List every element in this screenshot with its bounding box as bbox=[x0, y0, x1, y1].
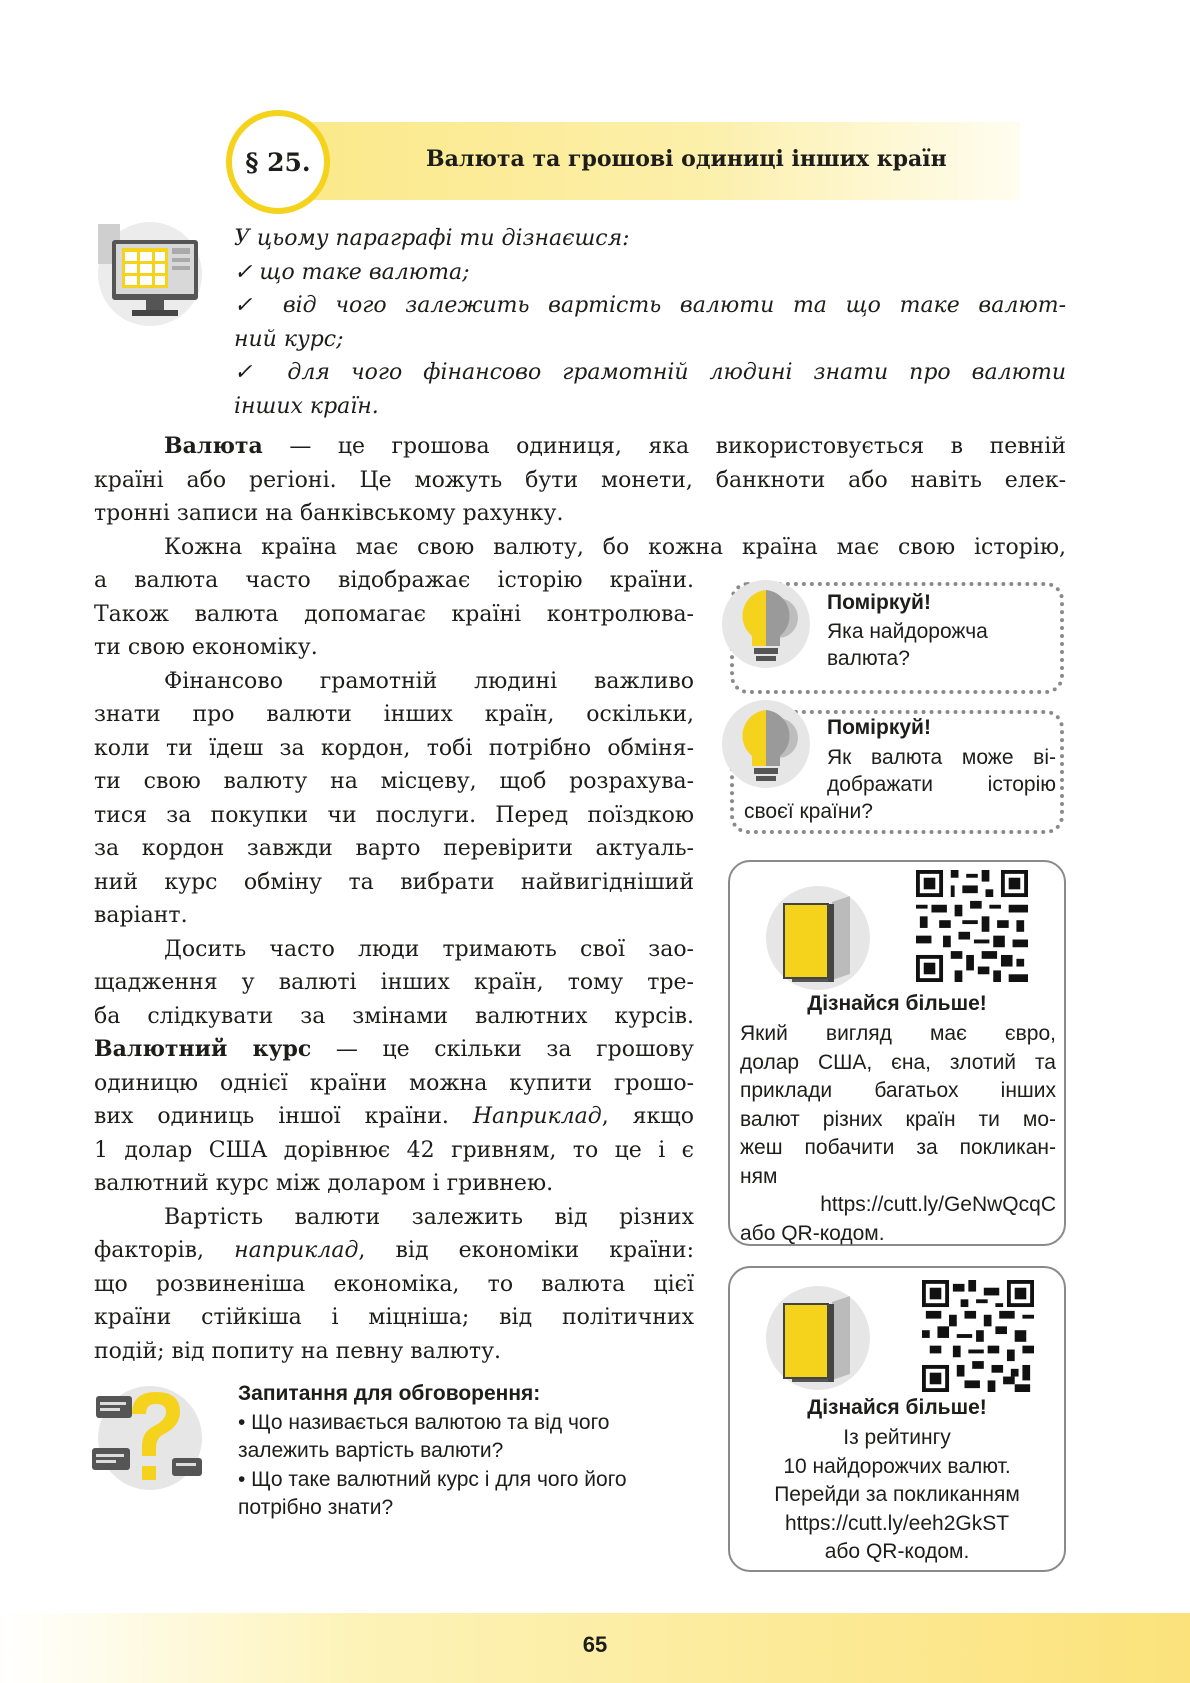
text-line bbox=[94, 1033, 694, 1067]
learning-objectives bbox=[234, 222, 1066, 423]
text-line: країні або регіоні. Це можуть бути монети, банкноти або навіть елек- bbox=[94, 467, 1066, 493]
text-line: коли ти їдеш за кордон, тобі потрібно обміня- bbox=[94, 735, 694, 761]
learn-more-box bbox=[728, 1266, 1066, 1572]
term-exchange-rate: Валютний курс bbox=[94, 1036, 312, 1062]
text-line: ба слідкувати за змінами валютних курсів. bbox=[94, 1003, 694, 1029]
think-title: Поміркуй! bbox=[827, 591, 931, 614]
text-line: щадження у валюті інших країн, тому тре- bbox=[94, 970, 694, 995]
discussion-item: • Що таке валютний курс і для чого його bbox=[238, 1467, 627, 1491]
text-line: Перейди за покликанням bbox=[774, 1483, 1020, 1506]
page-number: 65 bbox=[582, 1632, 608, 1657]
discussion-questions bbox=[238, 1380, 708, 1523]
text-emphasis: Наприклад bbox=[472, 1104, 602, 1129]
text-line bbox=[94, 1100, 694, 1134]
text-line: ний курс обміну та вибрати найвигідніший bbox=[94, 869, 694, 895]
think-question bbox=[744, 744, 1056, 825]
question-mark-icon bbox=[92, 1378, 204, 1496]
think-line: валюта? bbox=[827, 647, 910, 670]
think-title: Поміркуй! bbox=[827, 716, 931, 739]
text-line: Фінансово грамотній людині важливо bbox=[164, 668, 694, 694]
learn-more-box bbox=[728, 860, 1066, 1246]
text-line: а валюта часто відображає історію країни. bbox=[94, 568, 694, 593]
objective-item: ✓ що таке валюта; bbox=[234, 259, 470, 285]
text-span: , якщо bbox=[601, 1104, 694, 1129]
page-title: Валюта та грошові одиниці інших країн bbox=[426, 146, 947, 172]
section-number: § 25. bbox=[245, 147, 311, 177]
text-line: 1 долар США дорівнює 42 гривням, то це і є bbox=[94, 1137, 694, 1163]
text-line: валютний курс між доларом і гривнею. bbox=[94, 1171, 554, 1196]
text-line: за кордон завжди варто перевірити актуаль- bbox=[94, 836, 694, 861]
text-line: або QR-кодом. bbox=[824, 1540, 970, 1563]
text-line: Який вигляд має євро, bbox=[740, 1022, 1056, 1045]
discussion-item: потрібно знати? bbox=[238, 1496, 394, 1519]
learn-more-title: Дізнайся більше! bbox=[807, 992, 987, 1015]
objective-item: ний курс; bbox=[234, 326, 344, 352]
text-line: Також валюта допомагає країні контролюва- bbox=[94, 601, 694, 627]
text-span: — це скільки за грошову bbox=[311, 1037, 694, 1062]
discussion-title: Запитання для обговорення: bbox=[238, 1382, 541, 1405]
text-line: подій; від попиту на певну валюту. bbox=[94, 1338, 502, 1364]
objective-item: ✓ від чого залежить вартість валюти та що таке валют- bbox=[234, 293, 1066, 318]
think-line: дображати історію bbox=[827, 773, 1056, 796]
text-line bbox=[94, 1234, 694, 1268]
discussion-item: залежить вартість валюти? bbox=[238, 1439, 504, 1462]
think-question bbox=[827, 618, 988, 672]
text-line: Вартість валюти залежить від різних bbox=[164, 1204, 694, 1230]
text-line: ти свою економіку. bbox=[94, 635, 318, 660]
text-line: одиницю однієї країни можна купити грошо- bbox=[94, 1070, 694, 1096]
text-line: ти свою валюту на місцеву, щоб розрахува- bbox=[94, 769, 694, 794]
learn-more-text bbox=[730, 1424, 1064, 1567]
text-span: — це грошова одиниця, яка використовується в певній bbox=[262, 434, 1066, 459]
link-url[interactable]: https://cutt.ly/GeNwQcqC bbox=[820, 1193, 1056, 1216]
think-line: своєї країни? bbox=[744, 800, 873, 823]
main-column-text bbox=[94, 564, 694, 1368]
book-icon bbox=[762, 1282, 874, 1394]
text-span: вих одиниць іншої країни. bbox=[94, 1104, 473, 1129]
text-line: 10 найдорожчих валют. bbox=[783, 1454, 1011, 1478]
text-line: що розвиненіша економіка, то валюта цієї bbox=[94, 1271, 694, 1297]
text-span: факторів, bbox=[94, 1238, 235, 1263]
text-line: тронні записи на банківському рахунку. bbox=[94, 501, 564, 526]
monitor-icon bbox=[92, 218, 208, 330]
text-line: валют різних країн ти мо- bbox=[740, 1107, 1056, 1131]
link-url[interactable]: https://cutt.ly/eeh2GkST bbox=[784, 1511, 1010, 1535]
text-line: приклади багатьох інших bbox=[740, 1079, 1056, 1102]
objectives-heading: У цьому параграфі ти дізнаєшся: bbox=[234, 226, 630, 251]
text-line: Кожна країна має свою валюту, бо кожна країна має свою історію, bbox=[164, 534, 1066, 560]
section-number-badge bbox=[226, 110, 330, 214]
paragraph-currency-definition bbox=[94, 430, 1066, 564]
text-span: , від економіки країни: bbox=[358, 1238, 694, 1263]
qr-code-icon[interactable] bbox=[916, 870, 1028, 982]
text-line: або QR-кодом. bbox=[740, 1221, 885, 1245]
text-line: варіант. bbox=[94, 903, 188, 928]
learn-more-text bbox=[740, 1020, 1056, 1248]
think-line: Як валюта може ві- bbox=[827, 746, 1056, 769]
qr-code-icon[interactable] bbox=[922, 1280, 1034, 1392]
text-line: країни стійкіша і міцніша; від політичних bbox=[94, 1305, 694, 1330]
text-line: знати про валюти інших країн, оскільки, bbox=[94, 702, 694, 727]
objective-item: ✓ для чого фінансово грамотній людині знати про валюти bbox=[234, 360, 1066, 385]
term-currency: Валюта bbox=[164, 433, 263, 459]
text-line: жеш побачити за покликан- bbox=[740, 1136, 1056, 1159]
objective-item: інших країн. bbox=[234, 393, 379, 419]
text-line: Досить часто люди тримають свої зао- bbox=[164, 936, 694, 962]
lightbulb-gear-icon bbox=[720, 578, 812, 670]
text-line bbox=[94, 430, 1066, 464]
text-line: Із рейтингу bbox=[843, 1426, 951, 1449]
learn-more-title: Дізнайся більше! bbox=[807, 1396, 987, 1419]
discussion-item: • Що називається валютою та від чого bbox=[238, 1410, 610, 1434]
think-line: Яка найдорожча bbox=[827, 620, 988, 643]
text-line: долар США, єна, злотий та bbox=[740, 1050, 1056, 1074]
text-line: ням bbox=[740, 1164, 778, 1188]
text-emphasis: наприклад bbox=[234, 1238, 359, 1263]
book-icon bbox=[762, 882, 874, 994]
text-line: тися за покупки чи послуги. Перед поїздкою bbox=[94, 802, 694, 828]
